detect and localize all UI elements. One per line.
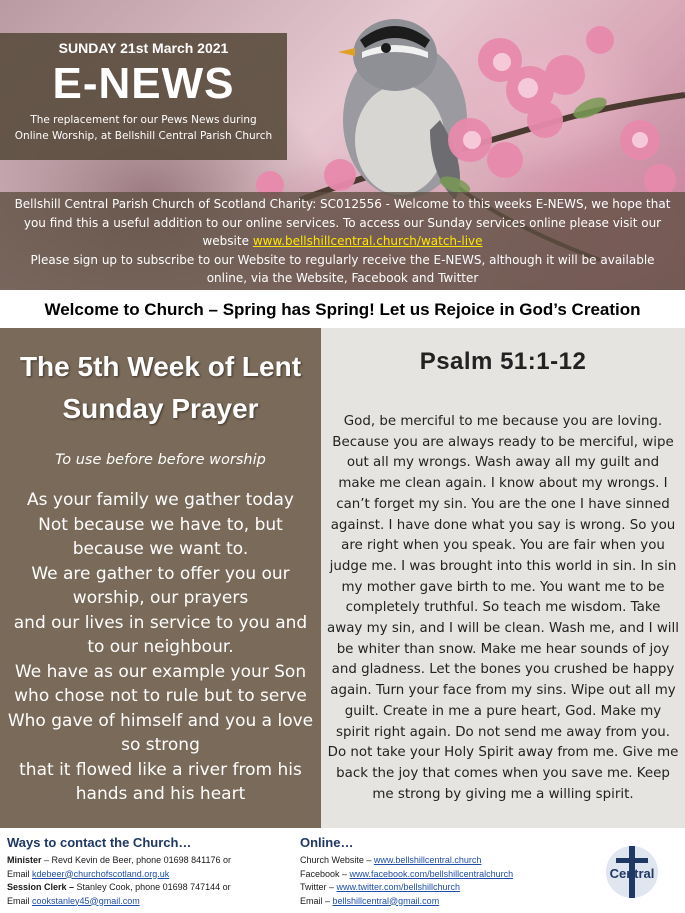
contact-section <box>7 834 287 908</box>
prayer-line: Who gave of himself and you a love <box>7 710 314 731</box>
twitter-link[interactable]: www.twitter.com/bellshillchurch <box>336 882 461 892</box>
footer <box>0 828 685 913</box>
prayer-panel <box>0 328 321 828</box>
prayer-line: We have as our example your Son <box>14 661 307 682</box>
minister-details: – Revd Kevin de Beer, phone 01698 841176 or <box>41 855 231 865</box>
website-link[interactable]: www.bellshillcentral.church <box>373 855 482 865</box>
prayer-line: As your family we gather today <box>27 490 294 510</box>
subtitle-line: The replacement for our Pews News during <box>30 114 257 126</box>
clerk-details: Stanley Cook, phone 01698 747144 or <box>74 882 231 892</box>
minister-email-line <box>7 868 287 882</box>
prayer-line: because we want to. <box>72 539 249 559</box>
contact-heading: Ways to contact the Church… <box>7 835 192 850</box>
prayer-body <box>0 488 321 807</box>
online-email-line <box>300 895 580 909</box>
email-label: Email <box>7 895 33 906</box>
facebook-label: Facebook – <box>300 868 350 879</box>
watch-live-link[interactable]: www.bellshillcentral.church/watch-live <box>252 234 483 248</box>
minister-email-link[interactable]: kdebeer@churchofscotland.org.uk <box>32 868 170 879</box>
prayer-line: hands and his heart <box>75 784 246 804</box>
website-label: Church Website – <box>300 855 374 865</box>
prayer-line: and our lives in service to you and <box>13 612 308 633</box>
minister-label: Minister <box>7 855 42 865</box>
twitter-label: Twitter – <box>300 882 337 892</box>
clerk-label: Session Clerk – <box>7 882 75 892</box>
subtitle-line: Online Worship, at Bellshill Central Parish Church <box>14 130 273 142</box>
prayer-line: who chose not to rule but to serve <box>14 686 307 706</box>
header-title-box <box>0 33 287 160</box>
psalm-title: Psalm 51:1-12 <box>419 348 587 375</box>
prayer-line: Not because we have to, but <box>38 514 283 535</box>
clerk-line <box>7 881 287 895</box>
prayer-line: to our neighbour. <box>87 637 234 657</box>
prayer-title-line: The 5th Week of Lent <box>19 351 302 382</box>
facebook-link[interactable]: www.facebook.com/bellshillcentralchurch <box>349 868 514 879</box>
welcome-info-panel <box>0 192 685 290</box>
clerk-email-line <box>7 895 287 909</box>
facebook-line <box>300 868 580 882</box>
minister-line <box>7 854 287 868</box>
prayer-title-line: Sunday Prayer <box>62 393 259 424</box>
subscribe-text: Please sign up to subscribe to our Website to regularly receive the E-NEWS, although it will be available online, via the Website, Facebook and Twitter <box>30 252 655 285</box>
header-photo <box>0 0 685 290</box>
prayer-line: worship, our prayers <box>72 588 249 608</box>
website-line <box>300 854 580 868</box>
clerk-email-link[interactable]: cookstanley45@gmail.com <box>32 895 140 906</box>
info-text: Bellshill Central Parish Church of Scotland Charity: SC012556 - Welcome to this weeks E-NEWS, we hope that you find this a useful addition to our online services. To access our Sunday services online please visit our website <box>14 197 671 248</box>
prayer-line: so strong <box>121 735 200 755</box>
prayer-title <box>0 346 321 430</box>
online-section <box>300 834 580 908</box>
issue-date: SUNDAY 21st March 2021 <box>58 40 229 56</box>
twitter-line <box>300 881 580 895</box>
church-email-link[interactable]: bellshillcentral@gmail.com <box>332 895 440 906</box>
prayer-line: We are gather to offer you our <box>31 563 290 584</box>
email-label: Email – <box>300 895 333 906</box>
logo-text: Central <box>609 866 655 881</box>
email-label: Email <box>7 868 33 879</box>
prayer-line: that it flowed like a river from his <box>19 759 302 780</box>
online-heading: Online… <box>300 835 354 850</box>
welcome-banner: Welcome to Church – Spring has Spring! Let us Rejoice in God’s Creation <box>44 300 641 319</box>
prayer-subtitle: To use before before worship <box>55 452 266 468</box>
newsletter-title: E-NEWS <box>52 59 235 108</box>
psalm-text: God, be merciful to me because you are loving. Because you are always ready to be merciful, wipe out all my wrongs. Wash away all my guilt and make me clean again. I know about my wrongs. I can’t forget my sin. You are the one I have sinned against. I have done what you say is wrong. So you are right when you speak. You are fair when you judge me. I was brought into this world in sin. In sin my mother gave birth to me. You want me to be completely truthful. So teach me wisdom. Take away my sin, and I will be clean. Wash me, and I will be whiter than snow. Make me hear sounds of joy and gladness. Let the bones you crushed be happy again. Turn your face from my sins. Wipe out all my guilt. Create in me a pure heart, God. Make my spirit right again. Do not send me away from you. Do not take your Holy Spirit away from me. Give me back the joy that comes when you save me. Keep me strong by giving me a willing spirit. <box>327 414 679 802</box>
newsletter-subtitle <box>0 112 287 144</box>
psalm-panel <box>321 328 685 828</box>
